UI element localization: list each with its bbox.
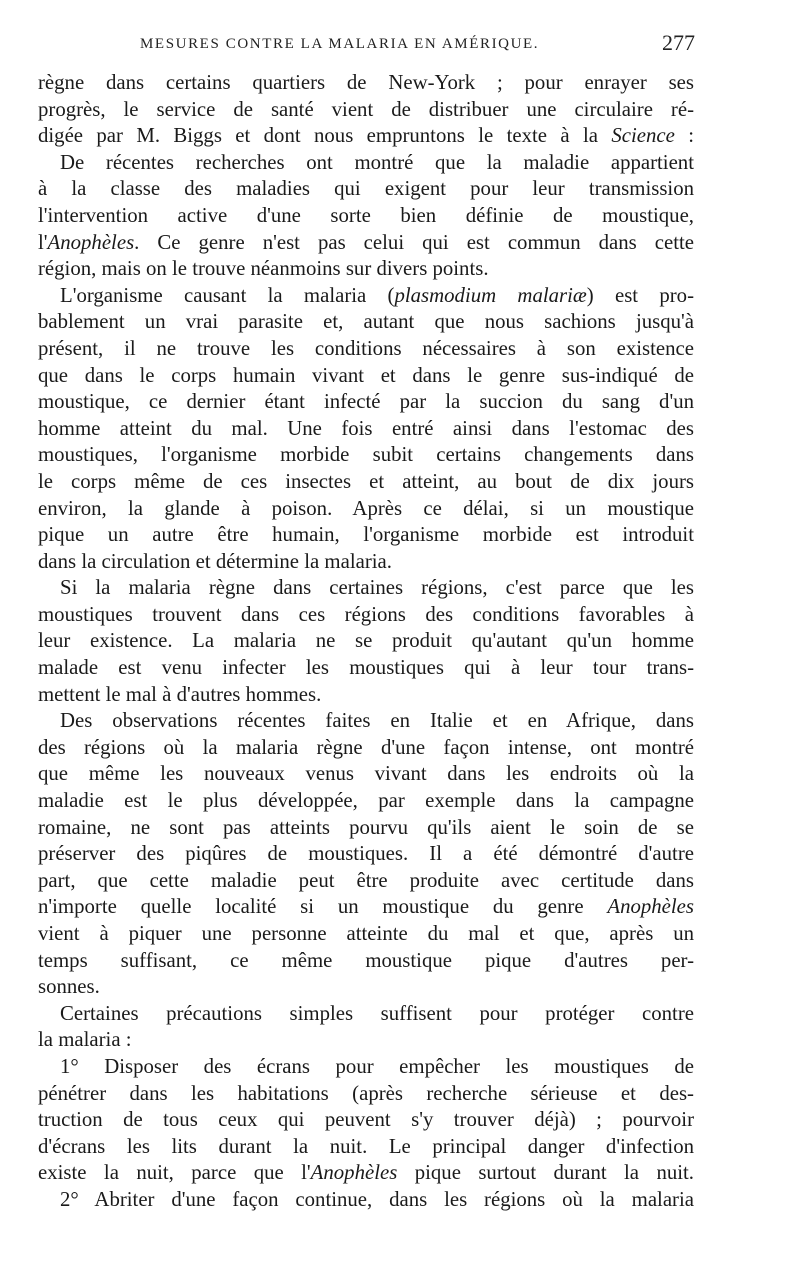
page-header	[40, 30, 695, 62]
text-line: préserver des piqûres de moustiques. Il a été démontré d'autre	[38, 842, 694, 866]
text-line: digée par M. Biggs et dont nous empruntons le texte à la Science :	[38, 124, 695, 148]
body-text	[38, 70, 694, 1214]
text-line: maladie est le plus développée, par exemple dans la campagne	[38, 789, 694, 813]
text-line: bablement un vrai parasite et, autant que nous sachions jusqu'à	[38, 310, 694, 334]
text-line: règne dans certains quartiers de New-York ; pour enrayer ses	[38, 71, 694, 94]
text-line: n'importe quelle localité si un moustique du genre Anophèles	[38, 895, 694, 919]
text-line: Des observations récentes faites en Italie et en Afrique, dans	[60, 709, 694, 733]
text-line: que même les nouveaux venus vivant dans les endroits où la	[38, 762, 694, 786]
text-line: présent, il ne trouve les conditions nécessaires à son existence	[38, 336, 694, 360]
text-line: 1° Disposer des écrans pour empêcher les moustiques de	[60, 1054, 694, 1078]
text-line: Certaines précautions simples suffisent pour protéger contre	[60, 1001, 694, 1025]
text-line: que dans le corps humain vivant et dans le genre sus-indiqué de	[38, 363, 694, 387]
text-line: L'organisme causant la malaria (plasmodium malariæ) est pro-	[60, 283, 694, 307]
text-line: De récentes recherches ont montré que la maladie appartient	[60, 150, 694, 174]
text-line: part, que cette maladie peut être produite avec certitude dans	[38, 868, 694, 892]
text-line: la malaria :	[38, 1028, 132, 1052]
text-line: malade est venu infecter les moustiques qui à leur tour trans-	[38, 656, 694, 680]
text-line: 2° Abriter d'une façon continue, dans les régions où la malaria	[60, 1187, 694, 1211]
text-line: existe la nuit, parce que l'Anophèles pique surtout durant la nuit.	[38, 1161, 694, 1185]
text-line: Si la malaria règne dans certaines régions, c'est parce que les	[60, 576, 694, 600]
text-line: moustiques, l'organisme morbide subit certains changements dans	[38, 443, 694, 467]
page-number: 277	[662, 30, 695, 55]
text-line: romaine, ne sont pas atteints pourvu qu'ils aient le soin de se	[38, 815, 694, 839]
text-line: temps suffisant, ce même moustique pique d'autres per-	[38, 948, 694, 972]
text-line: des régions où la malaria règne d'une façon intense, ont montré	[38, 735, 694, 759]
text-line: truction de tous ceux qui peuvent s'y trouver déjà) ; pourvoir	[38, 1108, 694, 1132]
text-line: l'Anophèles. Ce genre n'est pas celui qui est commun dans cette	[38, 230, 694, 254]
running-title: MESURES CONTRE LA MALARIA EN AMÉRIQUE.	[140, 36, 540, 52]
text-line: d'écrans les lits durant la nuit. Le principal danger d'infection	[38, 1134, 694, 1158]
text-line: à la classe des maladies qui exigent pour leur transmission	[38, 177, 694, 201]
text-line: le corps même de ces insectes et atteint, au bout de dix jours	[38, 469, 694, 493]
text-line: l'intervention active d'une sorte bien définie de moustique,	[38, 203, 694, 227]
text-line: pénétrer dans les habitations (après recherche sérieuse et des-	[38, 1081, 694, 1105]
text-line: dans la circulation et détermine la malaria.	[38, 549, 392, 573]
text-line: moustiques trouvent dans ces régions des conditions favorables à	[38, 602, 694, 626]
text-line: leur existence. La malaria ne se produit qu'autant qu'un homme	[38, 629, 694, 653]
text-line: vient à piquer une personne atteinte du mal et que, après un	[38, 922, 694, 945]
text-line: région, mais on le trouve néanmoins sur divers points.	[38, 257, 489, 281]
text-line: mettent le mal à d'autres hommes.	[38, 682, 322, 706]
text-line: pique un autre être humain, l'organisme morbide est introduit	[38, 523, 694, 547]
text-line: homme atteint du mal. Une fois entré ainsi dans l'estomac des	[38, 416, 694, 440]
text-line: environ, la glande à poison. Après ce délai, si un moustique	[38, 496, 694, 520]
text-line: moustique, ce dernier étant infecté par la succion du sang d'un	[38, 390, 694, 414]
text-line: sonnes.	[38, 975, 100, 999]
text-line: progrès, le service de santé vient de distribuer une circulaire ré-	[38, 97, 694, 121]
